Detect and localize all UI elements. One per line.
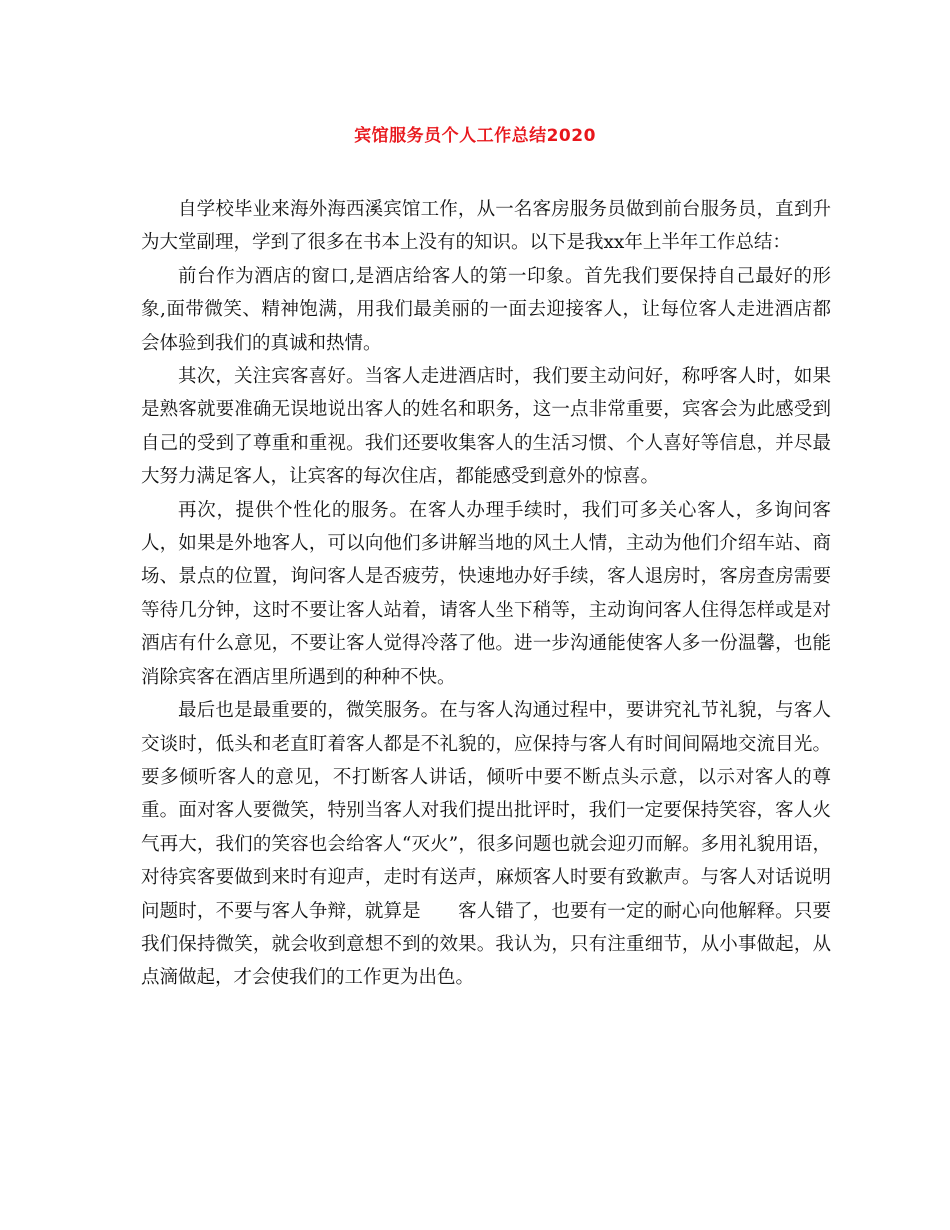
paragraph-front-desk: 前台作为酒店的窗口,是酒店给客人的第一印象。首先我们要保持自己最好的形象,面带微笑、精神饱满，用我们最美丽的一面去迎接客人，让每位客人走进酒店都会体验到我们的真诚和热情。 bbox=[141, 265, 831, 354]
document-body bbox=[141, 193, 831, 995]
paragraph-smile-service: 最后也是最重要的，微笑服务。在与客人沟通过程中，要讲究礼节礼貌，与客人交谈时，低头和老直盯着客人都是不礼貌的，应保持与客人有时间间隔地交流目光。要多倾听客人的意见，不打断客人讲话，倾听中要不断点头示意，以示对客人的尊重。面对客人要微笑，特别当客人对我们提出批评时，我们一定要保持笑容，客人火气再大，我们的笑容也会给客人“灭火”，很多问题也就会迎刃而解。多用礼貌用语，对待宾客要做到来时有迎声，走时有送声，麻烦客人时要有致歉声。与客人对话说明问题时，不要与客人争辩，就算是 客人错了，也要有一定的耐心向他解释。只要我们保持微笑，就会收到意想不到的效果。我认为，只有注重细节，从小事做起，从点滴做起，才会使我们的工作更为出色。 bbox=[141, 700, 831, 989]
paragraph-intro: 自学校毕业来海外海西溪宾馆工作，从一名客房服务员做到前台服务员，直到升为大堂副理，学到了很多在书本上没有的知识。以下是我xx年上半年工作总结： bbox=[141, 199, 831, 254]
paragraph-personalized-service: 再次，提供个性化的服务。在客人办理手续时，我们可多关心客人，多询问客人，如果是外地客人，可以向他们多讲解当地的风土人情，主动为他们介绍车站、商场、景点的位置，询问客人是否疲劳，快速地办好手续，客人退房时，客房查房需要等待几分钟，这时不要让客人站着，请客人坐下稍等，主动询问客人住得怎样或是对酒店有什么意见，不要让客人觉得冷落了他。进一步沟通能使客人多一份温馨，也能消除宾客在酒店里所遇到的种种不快。 bbox=[141, 499, 831, 688]
paragraph-guest-preferences: 其次，关注宾客喜好。当客人走进酒店时，我们要主动问好，称呼客人时，如果是熟客就要准确无误地说出客人的姓名和职务，这一点非常重要，宾客会为此感受到自己的受到了尊重和重视。我们还要收集客人的生活习惯、个人喜好等信息，并尽最大努力满足客人，让宾客的每次住店，都能感受到意外的惊喜。 bbox=[141, 366, 831, 488]
document-title: 宾馆服务员个人工作总结2020 bbox=[354, 126, 596, 146]
